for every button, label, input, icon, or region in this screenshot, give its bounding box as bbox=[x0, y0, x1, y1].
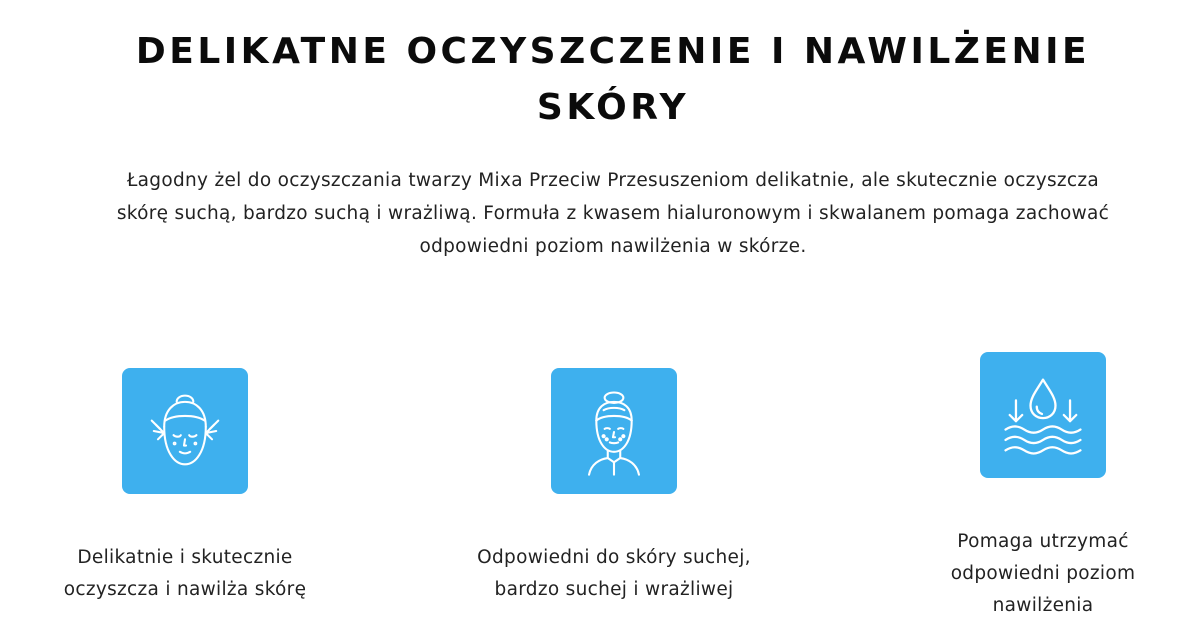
intro-paragraph bbox=[60, 164, 1166, 263]
intro-line-3: odpowiedni poziom nawilżenia w skórze. bbox=[419, 236, 807, 257]
face-cleansing-icon bbox=[122, 368, 248, 494]
feature-label-3 bbox=[890, 526, 1196, 622]
intro-line-2: skórę suchą, bardzo suchą i wrażliwą. Formuła z kwasem hialuronowym i skwalanem pomaga zachować bbox=[116, 203, 1110, 224]
feature-3-line-3: nawilżenia bbox=[992, 595, 1094, 616]
page-title bbox=[0, 24, 1200, 136]
feature-3-line-1: Pomaga utrzymać bbox=[957, 531, 1129, 552]
feature-label-1 bbox=[30, 542, 340, 606]
page-title-line-2: SKÓRY bbox=[536, 87, 690, 128]
feature-1-line-1: Delikatnie i skutecznie bbox=[77, 547, 293, 568]
woman-headband-icon bbox=[551, 368, 677, 494]
water-drop-waves-icon bbox=[980, 352, 1106, 478]
intro-line-1: Łagodny żel do oczyszczania twarzy Mixa Przeciw Przesuszeniom delikatnie, ale skutecznie oczyszcza bbox=[126, 170, 1100, 191]
page-title-line-1: DELIKATNE OCZYSZCZENIE I NAWILŻENIE bbox=[135, 31, 1091, 72]
feature-3-line-2: odpowiedni poziom bbox=[950, 563, 1136, 584]
feature-2-line-2: bardzo suchej i wrażliwej bbox=[494, 579, 734, 600]
feature-1-line-2: oczyszcza i nawilża skórę bbox=[63, 579, 307, 600]
feature-label-2 bbox=[458, 542, 770, 606]
feature-2-line-1: Odpowiedni do skóry suchej, bbox=[477, 547, 751, 568]
